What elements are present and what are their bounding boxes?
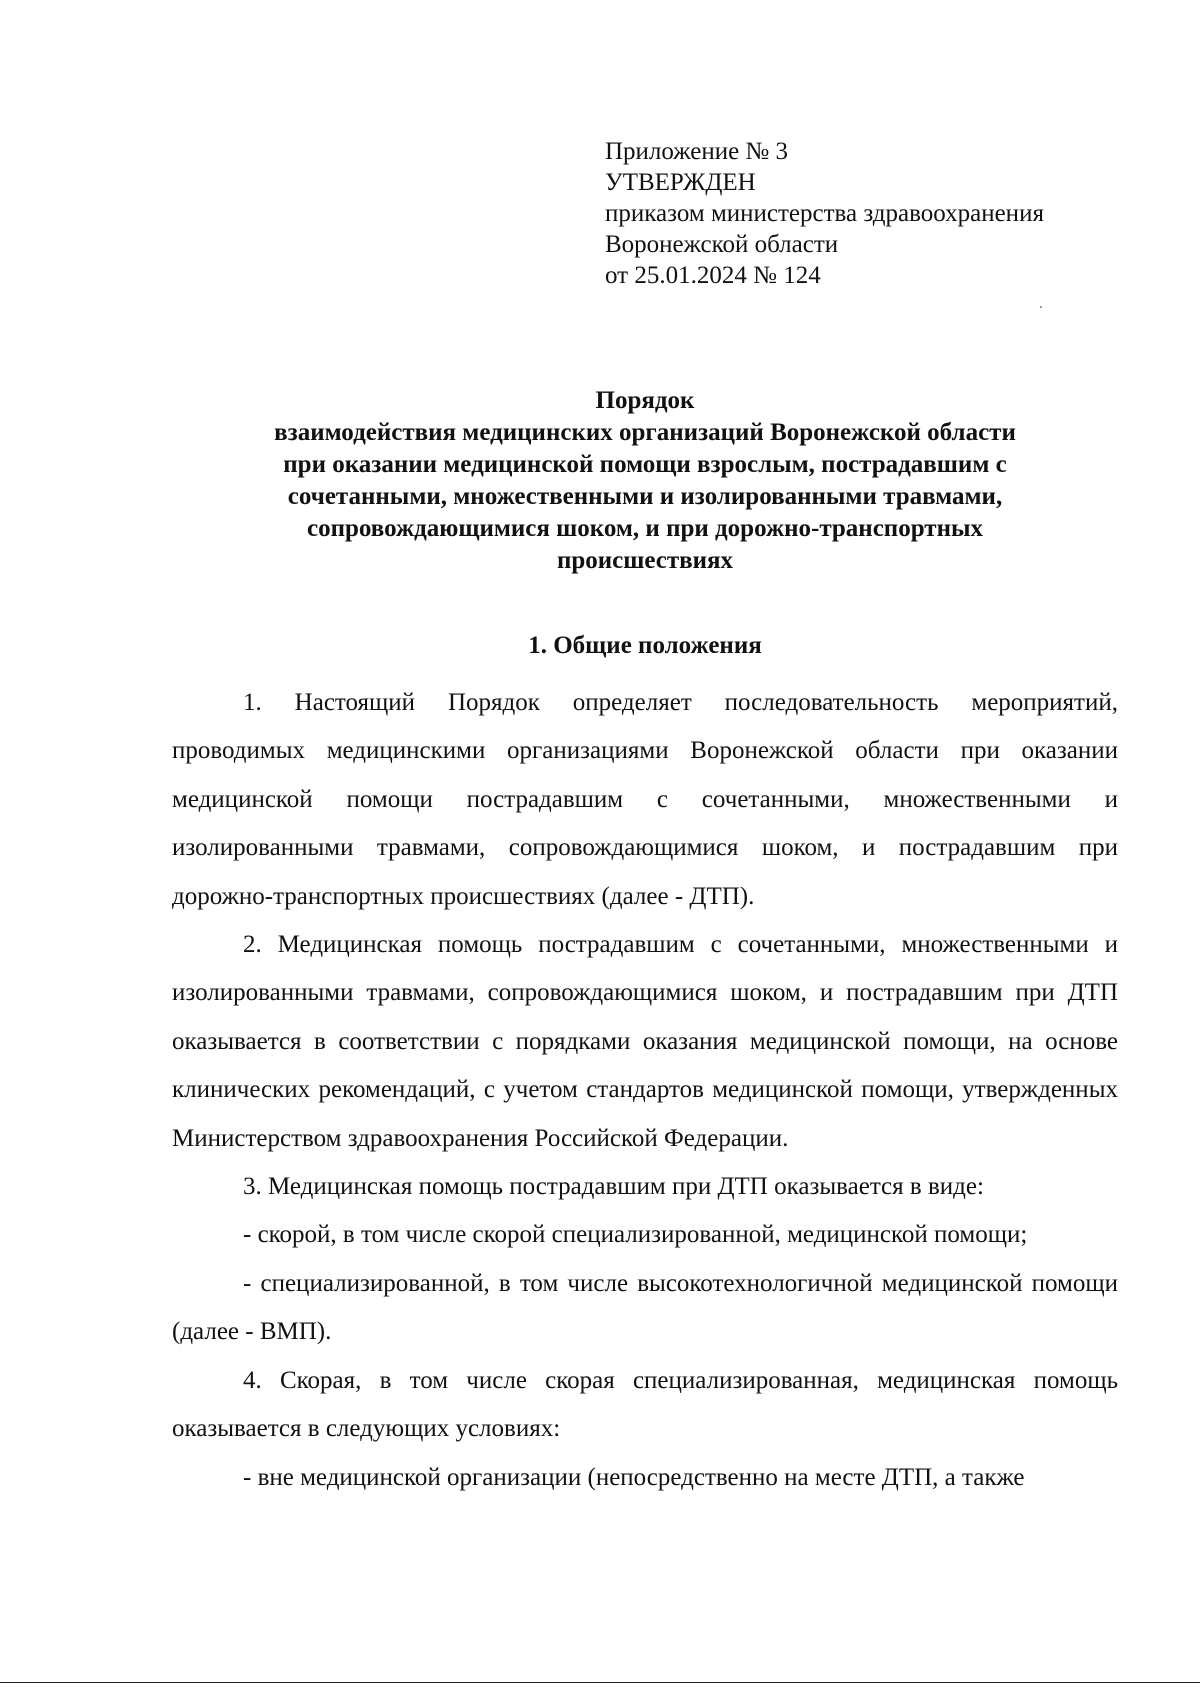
title-line: сочетанными, множественными и изолированными травмами, bbox=[287, 483, 1003, 510]
list-item: - скорой, в том числе скорой специализированной, медицинской помощи; bbox=[243, 1221, 1028, 1249]
title-line: происшествиях bbox=[556, 547, 734, 574]
title-line: при оказании медицинской помощи взрослым, пострадавшим с bbox=[283, 451, 1007, 478]
approved-label: УТВЕРЖДЕН bbox=[605, 169, 756, 196]
list-item: - вне медицинской организации (непосредственно на месте ДТП, а также bbox=[243, 1463, 1025, 1491]
section-body bbox=[172, 679, 1118, 1502]
annex-number: Приложение № 3 bbox=[605, 138, 789, 165]
section-heading-general-provisions: 1. Общие положения bbox=[528, 632, 762, 659]
scan-speck bbox=[1040, 306, 1042, 308]
paragraph: 2. Медицинская помощь пострадавшим с сочетанными, множественными и изолированными травмами, сопровождающимися шоком, и пострадавшим при ДТП оказывается в соответствии с порядками оказания медицинской помощи, на основе клинических рекомендаций, с учетом стандартов медицинской помощи, утвержденных Министерством здравоохранения Российской Федерации. bbox=[172, 931, 1118, 1152]
title-line: сопровождающимися шоком, и при дорожно-транспортных bbox=[307, 515, 983, 542]
approving-order: приказом министерства здравоохранения bbox=[605, 200, 1044, 227]
paragraph: 1. Настоящий Порядок определяет последовательность мероприятий, проводимых медицинскими организациями Воронежской области при оказании медицинской помощи пострадавшим с сочетанными, множественными и изолированными травмами, сопровождающимися шоком, и пострадавшим при дорожно-транспортных происшествиях (далее - ДТП). bbox=[172, 689, 1118, 910]
page-bottom-rule bbox=[0, 1682, 1200, 1683]
paragraph: 4. Скорая, в том числе скорая специализированная, медицинская помощь оказывается в следующих условиях: bbox=[172, 1366, 1118, 1443]
title-line: взаимодействия медицинских организаций Воронежской области bbox=[274, 419, 1016, 446]
order-date-number: от 25.01.2024 № 124 bbox=[605, 262, 821, 289]
paragraph: 3. Медицинская помощь пострадавшим при ДТП оказывается в виде: bbox=[243, 1173, 984, 1201]
list-item: - специализированной, в том числе высокотехнологичной медицинской помощи (далее - ВМП). bbox=[172, 1269, 1118, 1346]
approving-region: Воронежской области bbox=[605, 231, 839, 258]
title-heading: Порядок bbox=[595, 387, 695, 414]
document-title bbox=[170, 385, 1120, 577]
approval-stamp-block bbox=[605, 136, 1125, 291]
